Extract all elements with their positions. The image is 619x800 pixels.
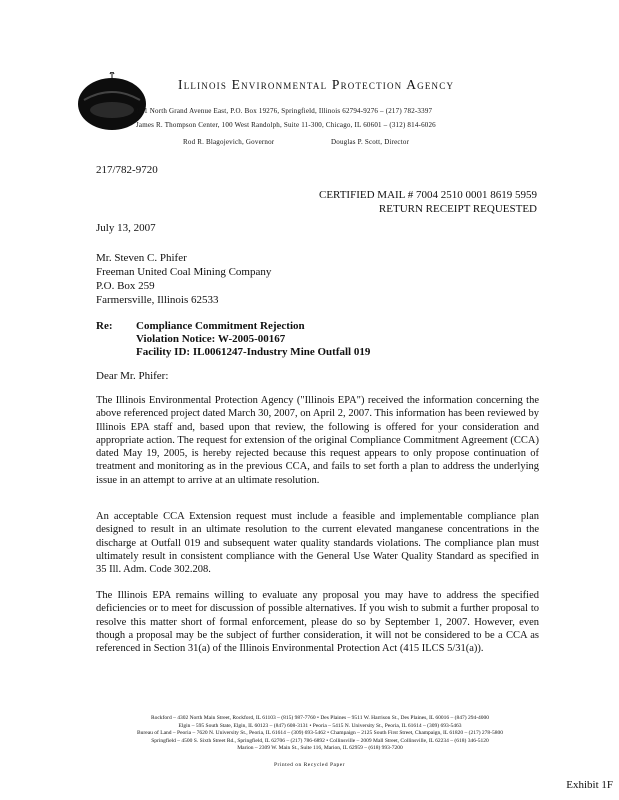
letter-date: July 13, 2007 — [96, 222, 156, 234]
footer-line4: Springfield – 4500 S. Sixth Street Rd., Springfield, IL 62706 – (217) 786-6892 • Collinsville – 2009 Mall Street, Collinsville, IL 62234 – (618) 346-5120 — [151, 737, 489, 744]
re-violation-notice: Violation Notice: W-2005-00167 — [136, 333, 286, 345]
footer-offices — [50, 715, 590, 753]
re-facility-id: Facility ID: IL0061247-Industry Mine Outfall 019 — [136, 346, 371, 358]
recipient-po-box: P.O. Box 259 — [96, 280, 155, 292]
return-receipt: RETURN RECEIPT REQUESTED — [378, 203, 537, 215]
exhibit-label: Exhibit 1F — [566, 779, 613, 791]
phone-reference: 217/782-9720 — [96, 164, 158, 176]
paragraph-3: The Illinois EPA remains willing to evaluate any proposal you may have to address the specified deficiencies or to meet for discussion of possible alternatives. If you wish to submit a further proposal to resolve this matter short of formal enforcement, please do so by September 1, 2007. However, even though a proposal may be the subject of further consideration, it will not be considered to be a CCA as referenced in Section 31(a) of the Illinois Environmental Protection Act (415 ILCS 5/31(a)). — [96, 590, 539, 655]
footer-line3: Bureau of Land – Peoria – 7620 N. University St., Peoria, IL 61614 – (309) 693-5462 • Champaign – 2125 South First Street, Champaign, IL 61820 – (217) 278-5800 — [137, 730, 503, 736]
recipient-address — [96, 251, 271, 307]
re-subject: Compliance Commitment Rejection — [136, 320, 305, 332]
certified-mail-number: CERTIFIED MAIL # 7004 2510 0001 8619 5959 — [318, 189, 537, 201]
recipient-company: Freeman United Coal Mining Company — [96, 266, 272, 278]
governor-line: Rod R. Blagojevich, Governor — [183, 138, 275, 146]
printed-on-recycled-paper: Printed on Recycled Paper — [274, 762, 345, 768]
director-line: Douglas P. Scott, Director — [331, 138, 410, 146]
agency-name: Illinois Environmental Protection Agency — [178, 77, 455, 92]
letterhead-address-line1: 1021 North Grand Avenue East, P.O. Box 19276, Springfield, Illinois 62794-9276 – (217) 782-3397 — [133, 107, 433, 115]
paragraph-1: The Illinois Environmental Protection Agency ("Illinois EPA") received the information concerning the above referenced project dated March 30, 2007, on April 2, 2007. This information has been reviewed by Illinois EPA staff and, based upon that review, the following is offered for your consideration and appropriate action. The request for extension of the original Compliance Commitment Agreement (CCA) dated May 19, 2005, is hereby rejected because this request appears to only propose continuation of treatment and monitoring as in the previous CCA, and fails to set forth a plan to address the underlying issue in an attempt to arrive at an ultimate resolution. — [96, 395, 539, 486]
re-block — [136, 320, 370, 359]
footer-line5: Marion – 2309 W. Main St., Suite 116, Marion, IL 62959 – (618) 993-7200 — [237, 745, 403, 751]
paragraph-2: An acceptable CCA Extension request must include a feasible and implementable compliance plan designed to result in an ultimate resolution to the current elevated manganese concentrations in the discharge at Outfall 019 and subsequent water quality standards violations. The compliance plan must ultimately result in consistent compliance with the General Use Water Quality Standard as specified in 35 Ill. Adm. Code 302.208. — [96, 511, 539, 576]
salutation: Dear Mr. Phifer: — [96, 370, 169, 382]
letterhead-address-line2: James R. Thompson Center, 100 West Randolph, Suite 11-300, Chicago, IL 60601 – (312) 814-6026 — [136, 121, 436, 129]
recipient-name: Mr. Steven C. Phifer — [96, 252, 187, 264]
footer-line1: Rockford – 4302 North Main Street, Rockford, IL 61103 – (815) 987-7760 • Des Plaines – 9511 W. Harrison St., Des Plaines, IL 60016 – (847) 294-4000 — [150, 715, 490, 721]
re-label: Re: — [96, 320, 113, 332]
footer-line2: Elgin – 595 South State, Elgin, IL 60123 – (847) 608-3131 • Peoria – 5415 N. University St., Peoria, IL 61614 – (309) 693-5463 — [178, 722, 462, 729]
certified-mail-block — [319, 188, 537, 216]
recipient-city: Farmersville, Illinois 62533 — [96, 294, 219, 306]
